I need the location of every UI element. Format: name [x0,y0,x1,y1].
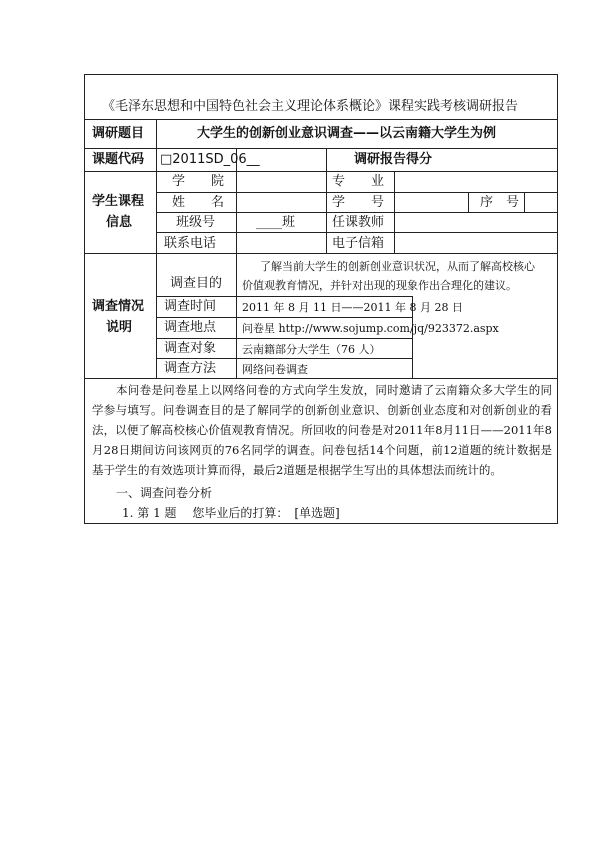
college-label: 学 院 [172,174,225,189]
object-value: 云南籍部分大学生（76 人） [242,343,381,356]
phone-label: 联系电话 [164,236,217,251]
class-label: 班级号 [176,215,216,230]
divider [236,148,237,378]
question-line: 1. 第 1 题 您毕业后的打算： [单选题] [122,506,340,520]
class-value: ____班 [256,215,296,230]
topic-label: 调研题目 [92,126,145,141]
divider [468,192,469,212]
purpose-value: 了解当前大学生的创新创业意识状况，从而了解高校核心 [260,260,535,273]
score-label: 调研报告得分 [354,152,433,167]
divider [326,148,327,253]
code-label: 课题代码 [92,152,145,167]
divider [84,378,558,379]
place-label: 调查地点 [164,320,217,335]
survey-info-label: 调查情况 [92,299,145,314]
name-label: 姓 名 [172,195,225,210]
time-label: 调查时间 [164,299,217,314]
time-value: 2011 年 8 月 11 日——2011 年 8 月 28 日 [242,301,463,314]
student-no-label: 学 号 [332,195,385,210]
divider [156,296,412,297]
purpose-value: 价值观教育情况，并针对出现的现象作出合理化的建议。 [242,279,517,292]
divider [156,192,558,193]
major-label: 专 业 [332,174,385,189]
divider [156,338,412,339]
purpose-label: 调查目的 [170,276,223,291]
seq-label: 序 号 [480,195,520,210]
section-heading: 一、调查问卷分析 [116,486,213,500]
place-value: 问卷星 http://www.sojump.com/jq/923372.aspx [242,322,499,335]
code-value: □2011SD_06__ [160,152,260,167]
student-info-label: 信息 [106,215,133,230]
email-label: 电子信箱 [332,236,385,251]
divider [394,171,395,253]
teacher-label: 任课教师 [332,215,385,230]
student-info-label: 学生课程 [92,194,145,209]
method-label: 调查方法 [164,361,217,376]
survey-info-label: 说明 [106,320,133,335]
survey-description: 本问卷是问卷星上以网络问卷的方式向学生发放，同时邀请了云南籍众多大学生的同学参与填写。问卷调查目的是了解同学的创新创业意识、创新创业态度和对创新创业的看法，以便了解高校核心价值观教育情况。所回收的问卷是对2011年8月11日——2011年8月28日期间访问该网页的76名同学的调查。问卷包括14个问题，前12道题的统计数据是基于学生的有效选项计算而得，最后2道题是根据学生写出的具体想法而统计的。 [92,383,552,477]
divider [156,232,558,233]
divider [156,317,412,318]
divider [524,192,525,212]
method-value: 网络问卷调查 [242,363,308,376]
report-title: 《毛泽东思想和中国特色社会主义理论体系概论》课程实践考核调研报告 [102,99,519,114]
divider [156,212,558,213]
topic-value: 大学生的创新创业意识调查——以云南籍大学生为例 [197,126,497,141]
divider [156,119,157,378]
object-label: 调查对象 [164,341,217,356]
divider [156,358,412,359]
